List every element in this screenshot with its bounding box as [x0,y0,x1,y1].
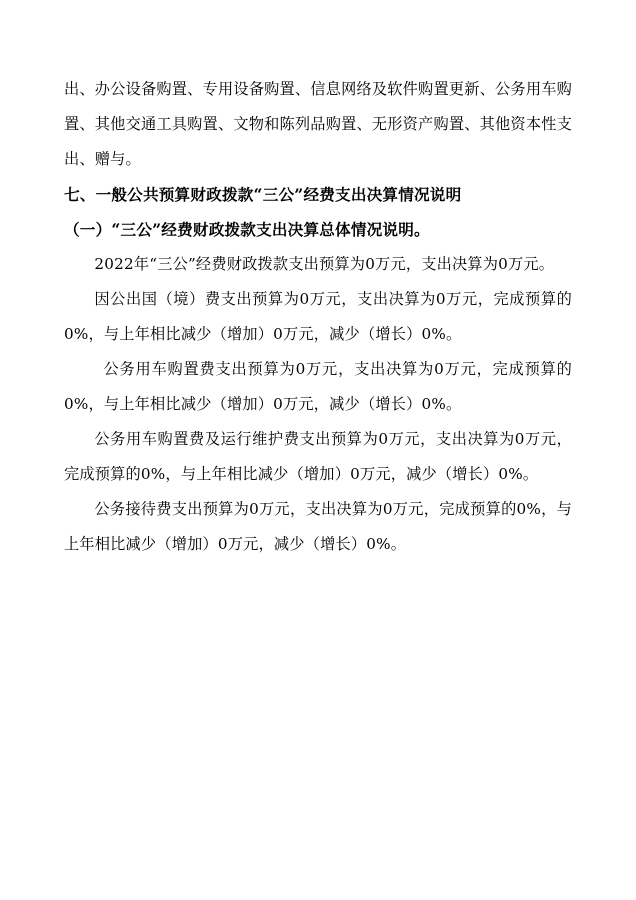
subsection-heading-one: （一）“三公”经费财政拨款支出决算总体情况说明。 [64,220,430,239]
paragraph-overseas-travel: 因公出国（境）费支出预算为0万元，支出决算为0万元，完成预算的0%，与上年相比减少（增加）0万元，减少（增长）0%。 [64,290,572,343]
paragraph-vehicle-purchase: 公务用车购置费支出预算为0万元，支出决算为0万元，完成预算的0%，与上年相比减少（增加）0万元，减少（增长）0%。 [64,360,572,413]
paragraph-vehicle-purchase-and-maintenance: 公务用车购置费及运行维护费支出预算为0万元，支出决算为0万元，完成预算的0%，与上年相比减少（增加）0万元，减少（增长）0%。 [64,430,572,483]
paragraph-total-2022: 2022年“三公”经费财政拨款支出预算为0万元，支出决算为0万元。 [94,255,555,273]
paragraph-continued-expense-list: 出、办公设备购置、专用设备购置、信息网络及软件购置更新、公务用车购置、其他交通工具购置、文物和陈列品购置、无形资产购置、其他资本性支出、赠与。 [64,80,572,168]
paragraph-official-reception: 公务接待费支出预算为0万元，支出决算为0万元，完成预算的0%，与上年相比减少（增加）0万元，减少（增长）0%。 [64,500,572,553]
document-body [64,72,572,562]
section-heading-seven: 七、一般公共预算财政拨款“三公”经费支出决算情况说明 [64,185,462,204]
